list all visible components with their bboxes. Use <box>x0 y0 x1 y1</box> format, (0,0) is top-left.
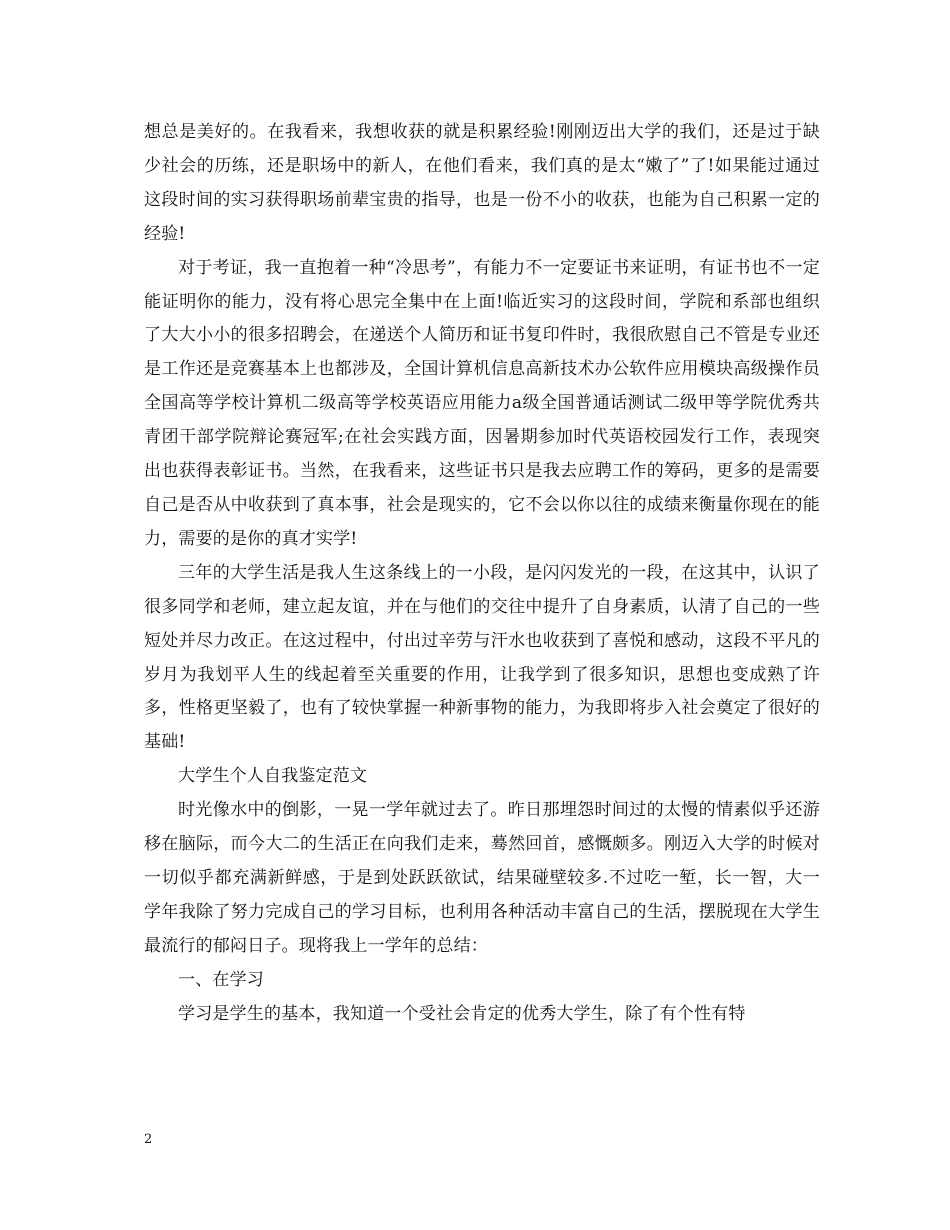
section-heading-sample-essay: 大学生个人自我鉴定范文 <box>178 766 368 787</box>
paragraph-certificates: 对于考证，我一直抱着一种“冷思考”，有能力不一定要证书来证明，有证书也不一定能证明你的能力，没有将心思完全集中在上面!临近实习的这段时间，学院和系部也组织了大大小小的很多招聘会，在递送个人简历和证书复印件时，我很欣慰自己不管是专业还是工作还是竞赛基本上也都涉及，全国计算机信息高新技术办公软件应用模块高级操作员全国高等学校计算机二级高等学校英语应用能力a级全国普通话测试二级甲等学院优秀共青团干部学院辩论赛冠军;在社会实践方面，因暑期参加时代英语校园发行工作，表现突出也获得表彰证书。当然，在我看来，这些证书只是我去应聘工作的筹码，更多的是需要自己是否从中收获到了真本事，社会是现实的，它不会以你以往的成绩来衡量你现在的能力，需要的是你的真才实学! <box>144 257 820 549</box>
document-body <box>144 116 820 1031</box>
paragraph-study: 学习是学生的基本，我知道一个受社会肯定的优秀大学生，除了有个性有特 <box>178 1003 746 1024</box>
page-number: 2 <box>144 1132 153 1147</box>
paragraph-college-life: 三年的大学生活是我人生这条线上的一小段，是闪闪发光的一段，在这其中，认识了很多同学和老师，建立起友谊，并在与他们的交往中提升了自身素质，认清了自己的一些短处并尽力改正。在这过程中，付出过辛劳与汗水也收获到了喜悦和感动，这段不平凡的岁月为我划平人生的线起着至关重要的作用，让我学到了很多知识，思想也变成熟了许多，性格更坚毅了，也有了较快掌握一种新事物的能力，为我即将步入社会奠定了很好的基础! <box>144 562 820 753</box>
section-heading-study: 一、在学习 <box>178 969 264 990</box>
paragraph-year-review: 时光像水中的倒影，一晃一学年就过去了。昨日那埋怨时间过的太慢的情素似乎还游移在脑际，而今大二的生活正在向我们走来，蓦然回首，感慨颇多。刚迈入大学的时候对一切似乎都充满新鲜感，于是到处跃跃欲试，结果碰壁较多.不过吃一堑，长一智，大一学年我除了努力完成自己的学习目标，也利用各种活动丰富自己的生活，摆脱现在大学生最流行的郁闷日子。现将我上一学年的总结： <box>144 800 820 956</box>
paragraph-continuation: 想总是美好的。在我看来，我想收获的就是积累经验!刚刚迈出大学的我们，还是过于缺少社会的历练，还是职场中的新人，在他们看来，我们真的是太“嫩了”了!如果能过通过这段时间的实习获得职场前辈宝贵的指导，也是一份不小的收获，也能为自己积累一定的经验! <box>144 122 820 244</box>
